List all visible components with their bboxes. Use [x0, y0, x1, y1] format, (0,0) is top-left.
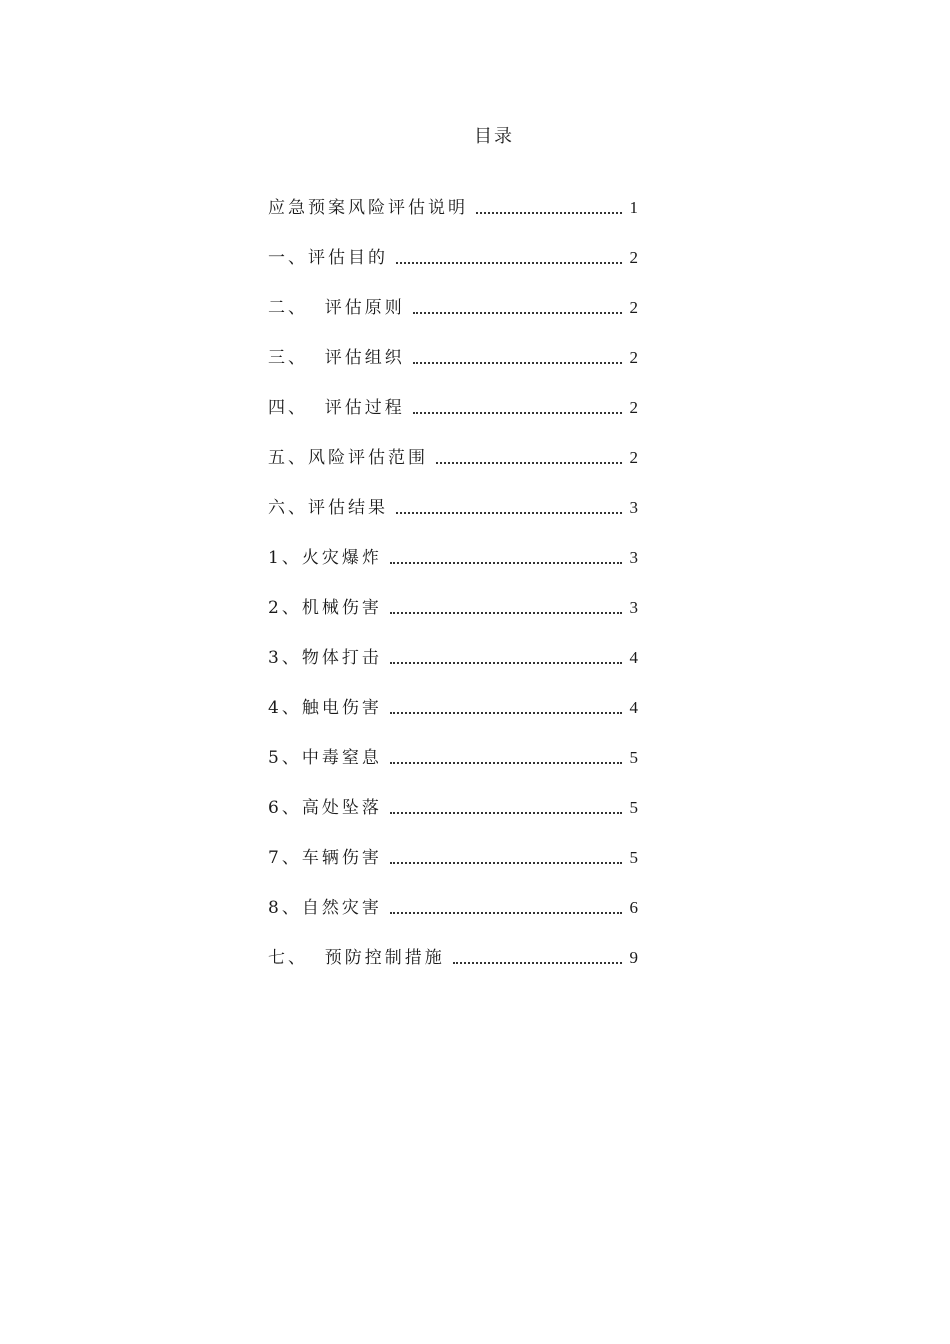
toc-entry-label: 六、评估结果	[268, 498, 388, 518]
toc-page-number: 4	[629, 698, 638, 717]
toc-entry[interactable]	[268, 722, 638, 772]
toc-dot-leader	[390, 862, 622, 864]
toc-entry[interactable]	[268, 672, 638, 722]
toc-dot-leader	[413, 412, 622, 414]
toc-page-number: 4	[629, 648, 638, 667]
toc-entry-label: 应急预案风险评估说明	[268, 198, 468, 218]
toc-entry-label: 2、机械伤害	[268, 598, 382, 618]
toc-page-number: 2	[629, 298, 638, 317]
toc-entry-label: 3、物体打击	[268, 648, 382, 668]
toc-entry[interactable]	[268, 322, 638, 372]
toc-dot-leader	[396, 262, 622, 264]
toc-entry[interactable]	[268, 472, 638, 522]
toc-entry[interactable]	[268, 772, 638, 822]
table-of-contents	[268, 172, 638, 972]
toc-entry-label: 五、风险评估范围	[268, 448, 428, 468]
toc-entry[interactable]	[268, 572, 638, 622]
toc-dot-leader	[390, 812, 622, 814]
toc-page-number: 3	[629, 498, 638, 517]
toc-entry-label: 四、 评估过程	[268, 398, 405, 418]
toc-dot-leader	[390, 912, 622, 914]
toc-page-number: 3	[629, 598, 638, 617]
toc-entry-label: 1、火灾爆炸	[268, 548, 382, 568]
toc-page-number: 3	[629, 548, 638, 567]
toc-page-number: 5	[629, 798, 638, 817]
toc-dot-leader	[413, 312, 622, 314]
toc-page-number: 2	[629, 348, 638, 367]
toc-page-number: 5	[629, 848, 638, 867]
toc-entry[interactable]	[268, 172, 638, 222]
toc-entry[interactable]	[268, 922, 638, 972]
toc-page-number: 2	[629, 248, 638, 267]
toc-entry-label: 三、 评估组织	[268, 348, 405, 368]
toc-page-number: 2	[629, 398, 638, 417]
toc-entry-label: 4、触电伤害	[268, 698, 382, 718]
toc-entry-label: 6、高处坠落	[268, 798, 382, 818]
toc-entry-label: 7、车辆伤害	[268, 848, 382, 868]
toc-entry[interactable]	[268, 522, 638, 572]
toc-page-number: 1	[629, 198, 638, 217]
toc-dot-leader	[476, 212, 622, 214]
toc-entry-label: 二、 评估原则	[268, 298, 405, 318]
toc-dot-leader	[436, 462, 622, 464]
toc-entry[interactable]	[268, 372, 638, 422]
toc-entry[interactable]	[268, 222, 638, 272]
toc-entry[interactable]	[268, 822, 638, 872]
toc-entry[interactable]	[268, 272, 638, 322]
toc-page-number: 5	[629, 748, 638, 767]
toc-dot-leader	[390, 662, 622, 664]
toc-dot-leader	[390, 612, 622, 614]
toc-dot-leader	[390, 562, 622, 564]
toc-entry-label: 8、自然灾害	[268, 898, 382, 918]
toc-entry-label: 一、评估目的	[268, 248, 388, 268]
toc-entry[interactable]	[268, 622, 638, 672]
toc-dot-leader	[413, 362, 622, 364]
toc-entry[interactable]	[268, 422, 638, 472]
toc-page-number: 9	[629, 948, 638, 967]
toc-page-number: 2	[629, 448, 638, 467]
toc-dot-leader	[396, 512, 622, 514]
toc-page-number: 6	[629, 898, 638, 917]
toc-dot-leader	[453, 962, 622, 964]
toc-entry-label: 5、中毒窒息	[268, 748, 382, 768]
toc-dot-leader	[390, 762, 622, 764]
toc-entry[interactable]	[268, 872, 638, 922]
toc-dot-leader	[390, 712, 622, 714]
toc-title: 目录	[474, 126, 514, 147]
toc-entry-label: 七、 预防控制措施	[268, 948, 445, 968]
